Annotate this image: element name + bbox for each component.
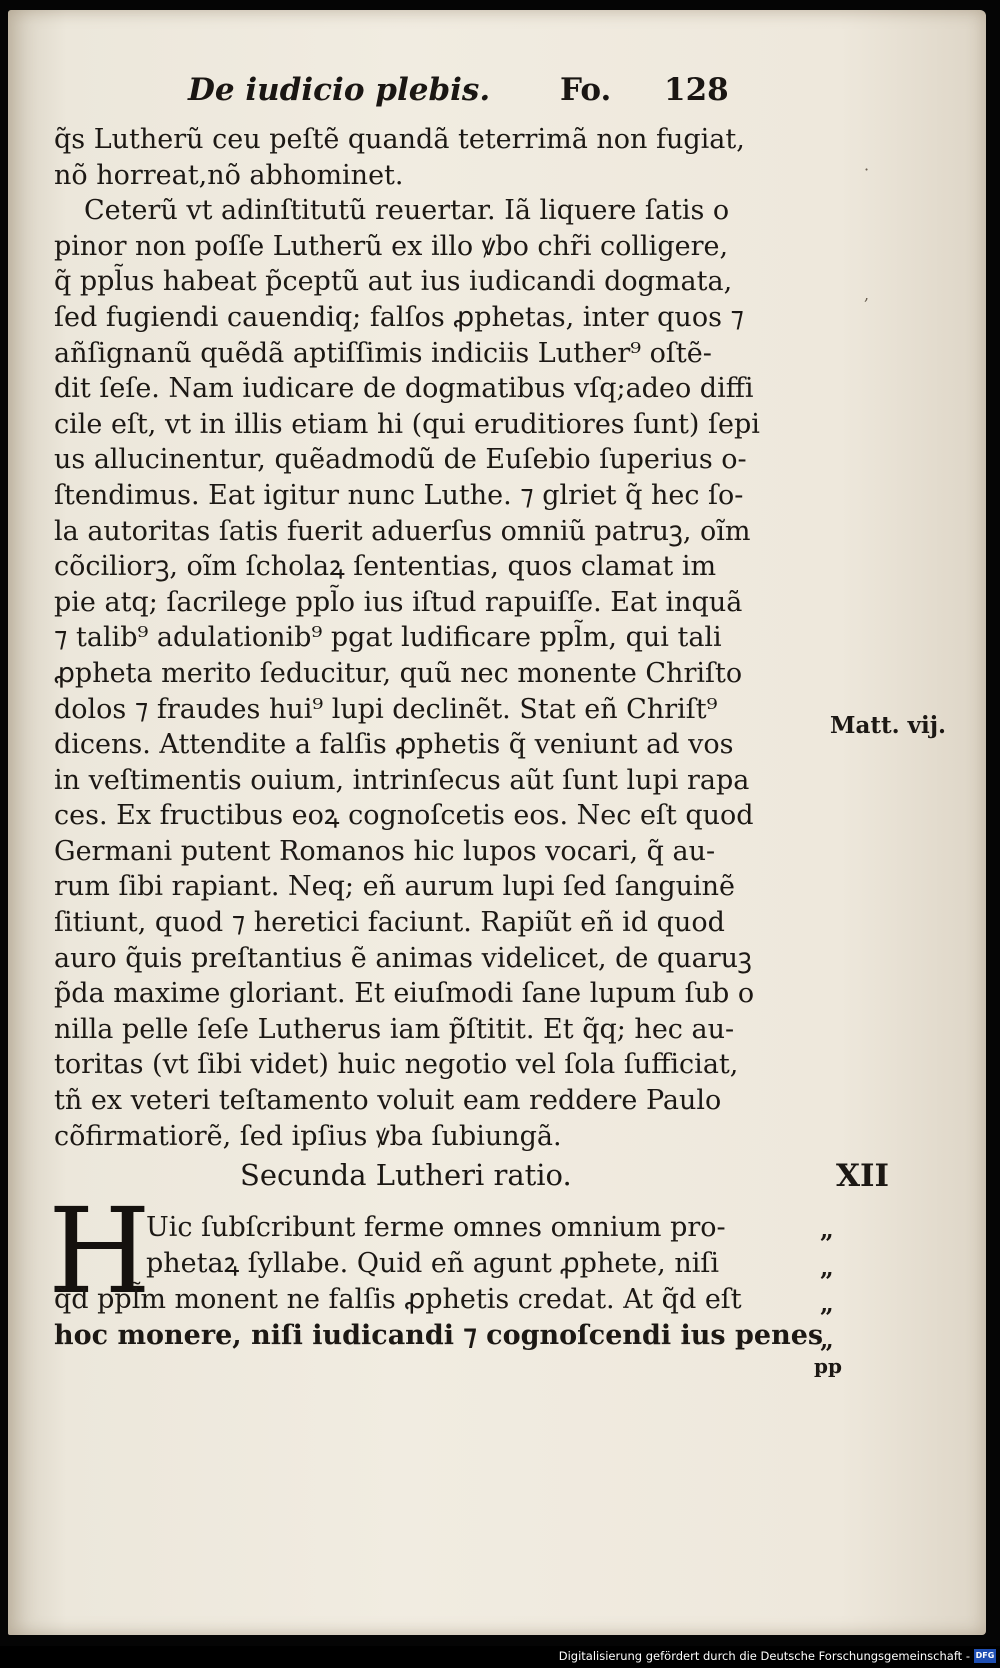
text-line: p̃da maxime gloriant. Et eiuſmodi ſane lupum ſub o (54, 978, 755, 1010)
dfg-logo: DFG (974, 1649, 996, 1663)
text-line: ꝓpheta merito ſeducitur, quũ nec monente Chriſto (54, 657, 743, 689)
text-line: ſitiunt, quod ⁊ heretici faciunt. Rapiũt eñ id quod (54, 907, 725, 939)
text-line: dicens. Attendite a falſis ꝓphetis q̃ veniunt ad vos (54, 729, 734, 761)
text-line: nilla pelle ſeſe Lutherus iam p̃ſtitit. Et q̃q; hec au- (54, 1013, 735, 1045)
text-line: dolos ⁊ fraudes hui⁹ lupi declinẽt. Stat eñ Chriſt⁹ (54, 693, 718, 725)
text-line: q̃d ppl̃m monent ne falſis ꝓphetis credat. At q̃d eſt (54, 1284, 742, 1315)
text-line: ces. Ex fructibus eoꝝ cognoſcetis eos. Nec eſt quod (54, 800, 754, 832)
text-line: la autoritas ſatis fuerit aduerſus omniũ patruꝫ, oĩm (54, 515, 751, 547)
text-line: auro q̃uis preſtantius ẽ animas videlicet, de quaruꝫ (54, 942, 752, 974)
quotation-mark: „ (820, 1215, 834, 1244)
quotation-mark: „ (820, 1253, 834, 1282)
digitization-footer (0, 1646, 1000, 1668)
text-line: rum ſibi rapiant. Neq; eñ aurum lupi ſed ſanguinẽ (54, 871, 736, 903)
text-line: hoc monere, niſi iudicandi ⁊ cognoſcendi ius penes (54, 1320, 824, 1351)
text-line: ⁊ talib⁹ adulationib⁹ pgat ludificare ppl̃m, qui tali (54, 622, 722, 654)
book-page (8, 10, 986, 1635)
folio-label: Fo. (560, 72, 612, 108)
text-line: cõfirmatiorẽ, ſed ipſius ꝟba ſubiungã. (54, 1120, 562, 1152)
main-text-block (54, 122, 844, 1154)
quotation-mark: „ (820, 1289, 834, 1318)
text-line: in veſtimentis ouium, intrinſecus aũt ſunt lupi rapa (54, 764, 750, 796)
text-line: pie atq; ſacrilege ppl̃o ius iſtud rapuiſſe. Eat inquã (54, 586, 743, 618)
section-heading: Secunda Lutheri ratio. (240, 1158, 572, 1192)
text-line: toritas (vt ſibi videt) huic negotio vel ſola ſufficiat, (54, 1049, 739, 1081)
running-head-title: De iudicio plebis. (188, 72, 491, 108)
text-line: ſtendimus. Eat igitur nunc Luthe. ⁊ glriet q̃ hec ſo- (54, 479, 744, 511)
section-number: XII (836, 1158, 890, 1194)
text-line: añſignanũ quẽdã aptiſſimis indiciis Luther⁹ oſtẽ- (54, 337, 712, 369)
decorated-initial: H (48, 1182, 151, 1320)
text-line: Ceterũ vt adinſtitutũ reuertar. Iã liquere ſatis o (84, 195, 730, 227)
text-line: dit ſeſe. Nam iudicare de dogmatibus vſq;adeo diffi (54, 373, 754, 405)
quotation-mark: „ (820, 1325, 834, 1354)
text-line: q̃s Lutherũ ceu peſtẽ quandã teterrimã non fugiat, (54, 124, 745, 155)
text-line: us allucinentur, quẽadmodũ de Euſebio ſuperius o- (54, 444, 747, 476)
funding-credit: Digitalisierung gefördert durch die Deutsche Forschungsgemeinschaft - (558, 1649, 970, 1663)
text-line: cile eſt, vt in illis etiam hi (qui eruditiores ſunt) ſepi (54, 408, 760, 440)
catchword: pp (814, 1354, 842, 1378)
text-line: nõ horreat,nõ abhominet. (54, 159, 404, 191)
text-line: ſed fugiendi cauendiq; falſos ꝓphetas, inter quos ⁊ (54, 301, 744, 333)
text-line: Germani putent Romanos hic lupos vocari, q̃ au- (54, 835, 716, 867)
running-head (188, 72, 748, 116)
text-line: cõciliorꝫ, oĩm ſcholaꝝ ſententias, quos clamat im (54, 551, 717, 583)
text-line: phetaꝝ ſyllabe. Quid eñ agunt ꝓphete, niſi (146, 1248, 719, 1279)
text-line: pinor non poſſe Lutherũ ex illo ꝟbo chr̃i colligere, (54, 230, 729, 262)
text-line: q̃ ppl̃us habeat p̃ceptũ aut ius iudicandi dogmata, (54, 266, 733, 298)
text-line: tñ ex veteri teſtamento voluit eam reddere Paulo (54, 1085, 722, 1117)
margin-mark: , (864, 285, 870, 304)
margin-note-reference: Matt. vij. (830, 712, 947, 739)
folio-number: 128 (664, 72, 729, 108)
margin-mark: · (864, 160, 870, 179)
text-line: Uic ſubſcribunt ferme omnes omnium pro- (146, 1212, 726, 1243)
